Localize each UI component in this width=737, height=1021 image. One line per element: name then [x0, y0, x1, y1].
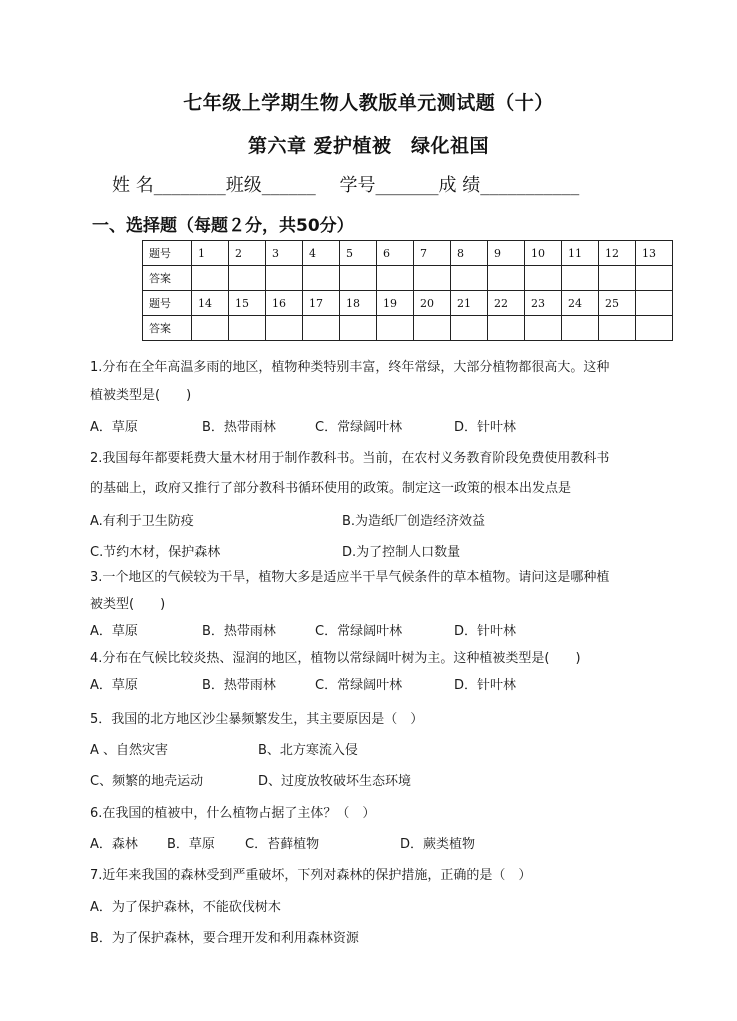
q3-option-c[interactable]: C．常绿阔叶林	[315, 624, 403, 639]
answer-cell[interactable]	[599, 266, 636, 291]
number-cell: 14	[192, 291, 229, 316]
question-7-line1: 7.近年来我国的森林受到严重破坏，下列对森林的保护措施，正确的是（ ）	[90, 868, 532, 883]
number-cell: 5	[340, 241, 377, 266]
q3-option-a[interactable]: A．草原	[90, 624, 138, 639]
answer-cell[interactable]	[525, 266, 562, 291]
q4-option-b[interactable]: B．热带雨林	[202, 678, 276, 693]
row-label: 答案	[143, 316, 192, 341]
q1-option-c[interactable]: C．常绿阔叶林	[315, 420, 403, 435]
q6-option-b[interactable]: B．草原	[167, 837, 215, 852]
number-cell: 2	[229, 241, 266, 266]
answer-table	[142, 240, 673, 341]
table-row	[143, 316, 673, 341]
answer-cell[interactable]	[266, 316, 303, 341]
chapter-subtitle: 第六章 爱护植被 绿化祖国	[247, 135, 490, 157]
q4-option-c[interactable]: C．常绿阔叶林	[315, 678, 403, 693]
name-class-field[interactable]: 姓 名________班级______	[112, 175, 316, 196]
question-1-line2: 植被类型是( )	[90, 388, 192, 403]
q5-option-d[interactable]: D、过度放牧破坏生态环境	[258, 774, 412, 789]
answer-cell[interactable]	[525, 316, 562, 341]
number-cell: 11	[562, 241, 599, 266]
number-cell: 13	[636, 241, 673, 266]
q4-option-d[interactable]: D．针叶林	[454, 678, 517, 693]
question-5-line1: 5．我国的北方地区沙尘暴频繁发生，其主要原因是（ ）	[90, 712, 424, 727]
answer-cell[interactable]	[303, 316, 340, 341]
student-info-line	[112, 171, 579, 197]
answer-cell[interactable]	[192, 316, 229, 341]
number-cell: 23	[525, 291, 562, 316]
answer-cell[interactable]	[414, 316, 451, 341]
answer-cell[interactable]	[377, 266, 414, 291]
number-cell: 16	[266, 291, 303, 316]
answer-cell[interactable]	[414, 266, 451, 291]
id-score-field[interactable]: 学号_______成 绩___________	[339, 175, 580, 196]
answer-cell[interactable]	[229, 266, 266, 291]
number-cell: 1	[192, 241, 229, 266]
question-1-line1: 1.分布在全年高温多雨的地区，植物种类特别丰富，终年常绿，大部分植物都很高大。这种	[90, 360, 610, 375]
row-label: 答案	[143, 266, 192, 291]
answer-cell[interactable]	[599, 316, 636, 341]
answer-cell[interactable]	[229, 316, 266, 341]
exam-title: 七年级上学期生物人教版单元测试题（十）	[183, 92, 554, 114]
number-cell: 19	[377, 291, 414, 316]
number-cell: 8	[451, 241, 488, 266]
answer-cell[interactable]	[562, 316, 599, 341]
answer-cell[interactable]	[636, 316, 673, 341]
answer-cell[interactable]	[303, 266, 340, 291]
q6-option-d[interactable]: D．蕨类植物	[400, 837, 476, 852]
answer-cell[interactable]	[636, 266, 673, 291]
q7-option-b[interactable]: B．为了保护森林，要合理开发和利用森林资源	[90, 931, 359, 946]
q2-option-c[interactable]: C.节约木材，保护森林	[90, 545, 221, 560]
answer-cell[interactable]	[488, 316, 525, 341]
q2-option-a[interactable]: A.有利于卫生防疫	[90, 514, 194, 529]
number-cell: 17	[303, 291, 340, 316]
number-cell: 22	[488, 291, 525, 316]
answer-cell[interactable]	[340, 316, 377, 341]
q6-option-c[interactable]: C．苔藓植物	[245, 837, 320, 852]
number-cell: 18	[340, 291, 377, 316]
section-heading: 一、选择题（每题２分，共50分）	[92, 216, 354, 236]
row-label: 题号	[143, 291, 192, 316]
q3-option-d[interactable]: D．针叶林	[454, 624, 517, 639]
number-cell: 9	[488, 241, 525, 266]
number-cell: 12	[599, 241, 636, 266]
table-row	[143, 241, 673, 266]
number-cell	[636, 291, 673, 316]
question-6-line1: 6.在我国的植被中，什么植物占据了主体？（ ）	[90, 806, 376, 821]
q2-option-d[interactable]: D.为了控制人口数量	[342, 545, 461, 560]
number-cell: 21	[451, 291, 488, 316]
answer-cell[interactable]	[340, 266, 377, 291]
q4-option-a[interactable]: A．草原	[90, 678, 138, 693]
q5-option-c[interactable]: C、频繁的地壳运动	[90, 774, 204, 789]
q1-option-a[interactable]: A．草原	[90, 420, 138, 435]
table-row	[143, 291, 673, 316]
q7-option-a[interactable]: A．为了保护森林，不能砍伐树木	[90, 900, 281, 915]
number-cell: 7	[414, 241, 451, 266]
number-cell: 10	[525, 241, 562, 266]
question-3-line1: 3.一个地区的气候较为干旱，植物大多是适应半干旱气候条件的草本植物。请问这是哪种植	[90, 570, 610, 585]
q1-option-b[interactable]: B．热带雨林	[202, 420, 276, 435]
q6-option-a[interactable]: A．森林	[90, 837, 138, 852]
answer-cell[interactable]	[451, 266, 488, 291]
number-cell: 6	[377, 241, 414, 266]
question-2-line1: 2.我国每年都要耗费大量木材用于制作教科书。当前，在农村义务教育阶段免费使用教科书	[90, 451, 610, 466]
q2-option-b[interactable]: B.为造纸厂创造经济效益	[342, 514, 486, 529]
question-4-line1: 4.分布在气候比较炎热、湿润的地区，植物以常绿阔叶树为主。这种植被类型是( )	[90, 651, 581, 666]
number-cell: 25	[599, 291, 636, 316]
number-cell: 24	[562, 291, 599, 316]
answer-cell[interactable]	[562, 266, 599, 291]
table-row	[143, 266, 673, 291]
q3-option-b[interactable]: B．热带雨林	[202, 624, 276, 639]
answer-cell[interactable]	[377, 316, 414, 341]
q5-option-b[interactable]: B、北方寒流入侵	[258, 743, 358, 758]
row-label: 题号	[143, 241, 192, 266]
q5-option-a[interactable]: A 、自然灾害	[90, 743, 169, 758]
answer-cell[interactable]	[451, 316, 488, 341]
number-cell: 15	[229, 291, 266, 316]
number-cell: 20	[414, 291, 451, 316]
number-cell: 4	[303, 241, 340, 266]
answer-cell[interactable]	[488, 266, 525, 291]
number-cell: 3	[266, 241, 303, 266]
q1-option-d[interactable]: D．针叶林	[454, 420, 517, 435]
answer-cell[interactable]	[192, 266, 229, 291]
answer-cell[interactable]	[266, 266, 303, 291]
question-3-line2: 被类型( )	[90, 597, 166, 612]
question-2-line2: 的基础上，政府又推行了部分教科书循环使用的政策。制定这一政策的根本出发点是	[90, 481, 572, 496]
